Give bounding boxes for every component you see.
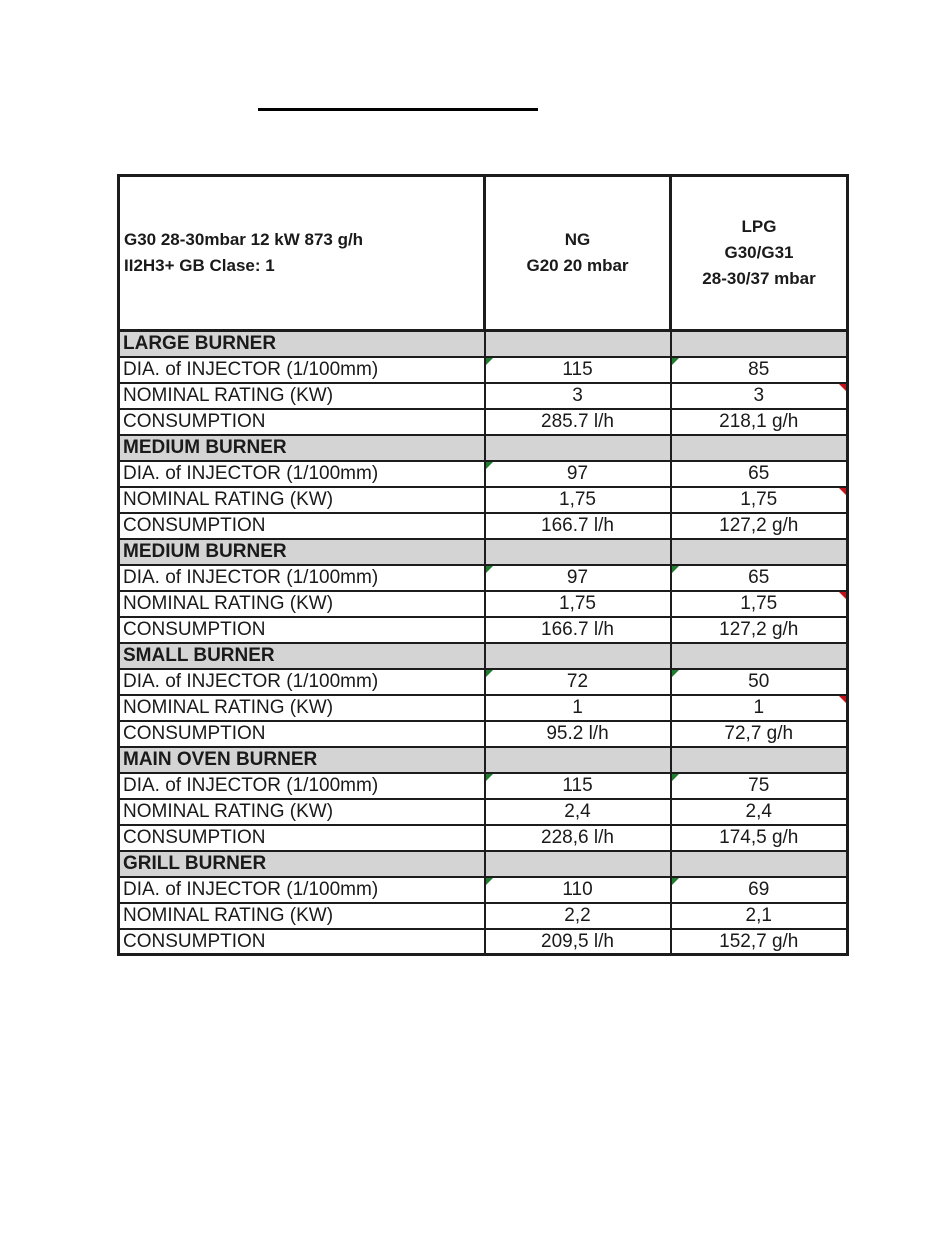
appliance-gas-spec: G30 28-30mbar 12 kW 873 g/h [124,230,364,249]
lpg-consumption-value: 218,1 g/h [671,409,848,435]
table-row [119,929,848,955]
row-label: CONSUMPTION [119,721,485,747]
section-fill [671,435,848,461]
ng-rating-value: 1,75 [485,591,671,617]
ng-consumption-value: 166.7 l/h [485,513,671,539]
table-row [119,409,848,435]
table-row [119,357,848,383]
lpg-injector-value: 65 [671,565,848,591]
row-label: CONSUMPTION [119,617,485,643]
section-fill [485,539,671,565]
table-row [119,487,848,513]
row-label: DIA. of INJECTOR (1/100mm) [119,461,485,487]
row-label: NOMINAL RATING (KW) [119,903,485,929]
lpg-injector-value: 85 [671,357,848,383]
comment-marker-icon [486,462,493,469]
lpg-rating-value: 1,75 [671,591,848,617]
lpg-injector-value: 50 [671,669,848,695]
row-label: DIA. of INJECTOR (1/100mm) [119,565,485,591]
table-row [119,903,848,929]
comment-marker-icon [672,358,679,365]
row-label: CONSUMPTION [119,409,485,435]
lpg-rating-value: 3 [671,383,848,409]
table-row [119,513,848,539]
ng-rating-value: 1,75 [485,487,671,513]
section-fill [485,331,671,357]
section-fill [485,435,671,461]
section-row [119,747,848,773]
comment-marker-icon [486,774,493,781]
section-row [119,331,848,357]
section-fill [485,643,671,669]
table-row [119,825,848,851]
lpg-pressure: 28-30/37 mbar [702,269,816,288]
comment-marker-icon [486,566,493,573]
comment-marker-icon [839,488,846,495]
section-fill [485,747,671,773]
comment-marker-icon [672,878,679,885]
table-row [119,721,848,747]
lpg-injector-value: 65 [671,461,848,487]
lpg-consumption-value: 127,2 g/h [671,617,848,643]
ng-consumption-value: 285.7 l/h [485,409,671,435]
section-fill [671,643,848,669]
lpg-rating-value: 2,4 [671,799,848,825]
table-row [119,773,848,799]
section-fill [671,539,848,565]
lpg-rating-value: 1,75 [671,487,848,513]
row-label: DIA. of INJECTOR (1/100mm) [119,877,485,903]
table-row [119,877,848,903]
section-row [119,435,848,461]
ng-injector-value: 115 [485,357,671,383]
ng-rating-value: 1 [485,695,671,721]
appliance-category: II2H3+ GB Clase: 1 [124,256,275,275]
comment-marker-icon [839,384,846,391]
lpg-label: LPG [741,217,777,236]
comment-marker-icon [839,592,846,599]
row-label: DIA. of INJECTOR (1/100mm) [119,669,485,695]
table-row [119,383,848,409]
ng-injector-value: 110 [485,877,671,903]
lpg-consumption-value: 72,7 g/h [671,721,848,747]
table-row [119,617,848,643]
table-row [119,669,848,695]
ng-label: NG [564,230,591,249]
table-row [119,461,848,487]
section-title: SMALL BURNER [119,643,485,669]
comment-marker-icon [486,878,493,885]
table-row [119,565,848,591]
section-row [119,643,848,669]
comment-marker-icon [839,696,846,703]
table-row [119,695,848,721]
row-label: DIA. of INJECTOR (1/100mm) [119,357,485,383]
lpg-consumption-value: 127,2 g/h [671,513,848,539]
row-label: CONSUMPTION [119,929,485,955]
lpg-gas-types: G30/G31 [724,243,794,262]
appliance-info-header [119,176,485,331]
lpg-rating-value: 2,1 [671,903,848,929]
row-label: NOMINAL RATING (KW) [119,487,485,513]
comment-marker-icon [672,670,679,677]
ng-injector-value: 97 [485,565,671,591]
section-title: MEDIUM BURNER [119,539,485,565]
section-title: LARGE BURNER [119,331,485,357]
comment-marker-icon [672,566,679,573]
ng-consumption-value: 166.7 l/h [485,617,671,643]
row-label: CONSUMPTION [119,825,485,851]
ng-consumption-value: 95.2 l/h [485,721,671,747]
row-label: NOMINAL RATING (KW) [119,591,485,617]
row-label: NOMINAL RATING (KW) [119,383,485,409]
section-title: MEDIUM BURNER [119,435,485,461]
lpg-injector-value: 75 [671,773,848,799]
ng-injector-value: 72 [485,669,671,695]
comment-marker-icon [486,670,493,677]
section-fill [671,747,848,773]
table-header-row [119,176,848,331]
burner-spec-table [117,174,849,956]
ng-consumption-value: 228,6 l/h [485,825,671,851]
title-underline [258,108,538,111]
ng-pressure: G20 20 mbar [526,256,629,275]
ng-rating-value: 3 [485,383,671,409]
section-fill [671,851,848,877]
section-title: GRILL BURNER [119,851,485,877]
comment-marker-icon [672,774,679,781]
row-label: CONSUMPTION [119,513,485,539]
section-row [119,851,848,877]
ng-consumption-value: 209,5 l/h [485,929,671,955]
table-row [119,799,848,825]
ng-rating-value: 2,2 [485,903,671,929]
row-label: DIA. of INJECTOR (1/100mm) [119,773,485,799]
ng-column-header [485,176,671,331]
table-row [119,591,848,617]
row-label: NOMINAL RATING (KW) [119,799,485,825]
ng-injector-value: 97 [485,461,671,487]
lpg-rating-value: 1 [671,695,848,721]
lpg-column-header [671,176,848,331]
lpg-injector-value: 69 [671,877,848,903]
lpg-consumption-value: 152,7 g/h [671,929,848,955]
section-title: MAIN OVEN BURNER [119,747,485,773]
row-label: NOMINAL RATING (KW) [119,695,485,721]
comment-marker-icon [486,358,493,365]
section-fill [671,331,848,357]
ng-injector-value: 115 [485,773,671,799]
section-fill [485,851,671,877]
lpg-consumption-value: 174,5 g/h [671,825,848,851]
ng-rating-value: 2,4 [485,799,671,825]
section-row [119,539,848,565]
